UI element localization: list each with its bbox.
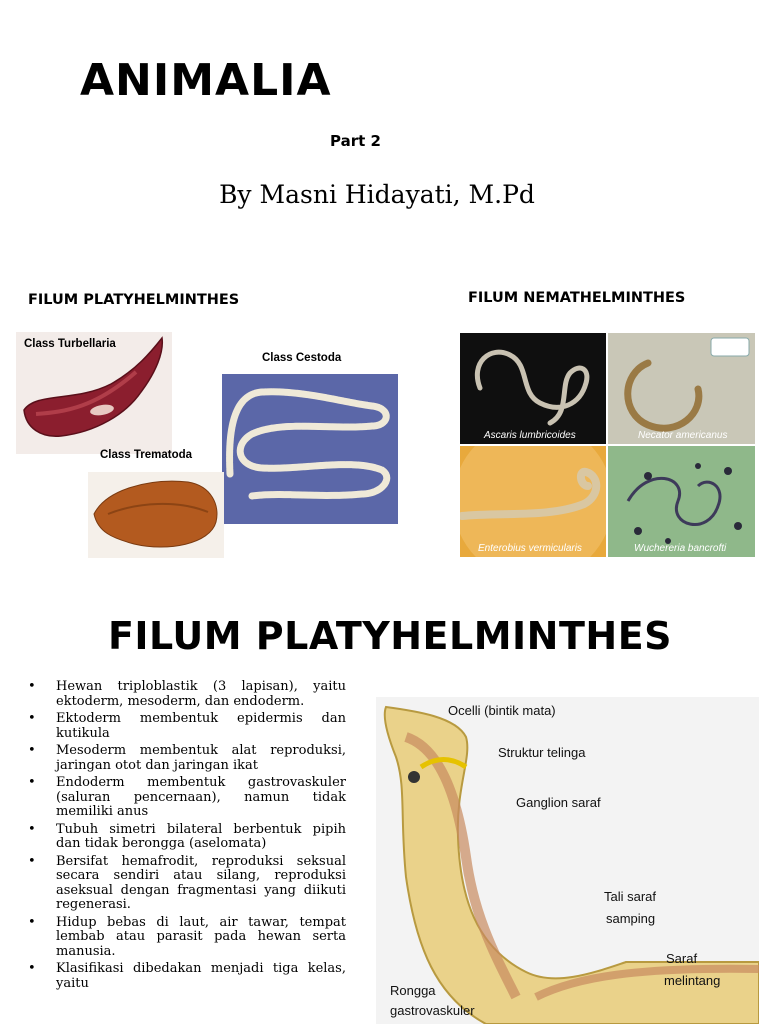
saraf-label: Saraf [666,951,698,966]
anatomy-diagram [376,697,759,1024]
wuchereria-label: Wuchereria bancrofti [634,543,727,554]
enterobius-panel [460,446,606,557]
main-title: FILUM PLATYHELMINTHES [107,614,673,658]
part-label: Part 2 [330,132,381,150]
list-item: • Endoderm membentuk gastrovaskuler (saluran pencernaan), namun tidak memiliki anus [28,776,346,820]
list-item: • Hidup bebas di laut, air tawar, tempat lembab atau parasit pada hewan serta manusia. [28,916,346,960]
tapeworm-illustration [222,374,398,524]
enterobius-label: Enterobius vermicularis [478,543,582,554]
enterobius-illustration [460,446,606,557]
necator-illustration [608,333,755,444]
turbellaria-label: Class Turbellaria [24,338,116,350]
necator-label: Necator americanus [638,430,728,441]
turbellaria-image [16,332,172,454]
ascaris-label: Ascaris lumbricoides [484,430,576,441]
wuchereria-illustration [608,446,755,557]
necator-panel [608,333,755,444]
cestoda-label: Class Cestoda [262,352,342,364]
ascaris-panel [460,333,606,444]
trematoda-image [88,472,224,558]
cestoda-image [222,374,398,524]
characteristics-list [28,680,346,994]
page-title: ANIMALIA [80,55,332,106]
author-line: By Masni Hidayati, M.Pd [219,180,535,209]
ascaris-illustration [460,333,606,444]
nema-image-grid [460,333,755,557]
planaria-illustration [16,332,172,454]
list-item: • Klasifikasi dibedakan menjadi tiga kelas, yaitu [28,962,346,991]
wuchereria-panel [608,446,755,557]
list-item: • Hewan triploblastik (3 lapisan), yaitu ektoderm, mesoderm, dan endoderm. [28,680,346,709]
rongga-label: Rongga [390,983,436,998]
list-item: • Ektoderm membentuk epidermis dan kutikula [28,712,346,741]
list-item: • Bersifat hemafrodit, reproduksi seksual secara sendiri atau silang, reproduksi aseksual dengan fragmentasi yang diikuti regenerasi. [28,855,346,913]
ganglion-label: Ganglion saraf [516,795,601,810]
list-item: • Mesoderm membentuk alat reproduksi, jaringan otot dan jaringan ikat [28,744,346,773]
trematoda-label: Class Trematoda [100,449,193,461]
telinga-label: Struktur telinga [498,745,586,760]
platy-heading: FILUM PLATYHELMINTHES [28,292,240,308]
ocelli-label: Ocelli (bintik mata) [448,703,556,718]
melintang-label: melintang [664,973,721,988]
gastrovaskuler-label: gastrovaskuler [390,1003,475,1018]
tali-saraf-label: Tali saraf [604,889,657,904]
liver-fluke-illustration [88,472,224,558]
list-item: • Tubuh simetri bilateral berbentuk pipih dan tidak berongga (aselomata) [28,823,346,852]
samping-label: samping [606,911,656,926]
nema-heading: FILUM NEMATHELMINTHES [468,290,686,306]
